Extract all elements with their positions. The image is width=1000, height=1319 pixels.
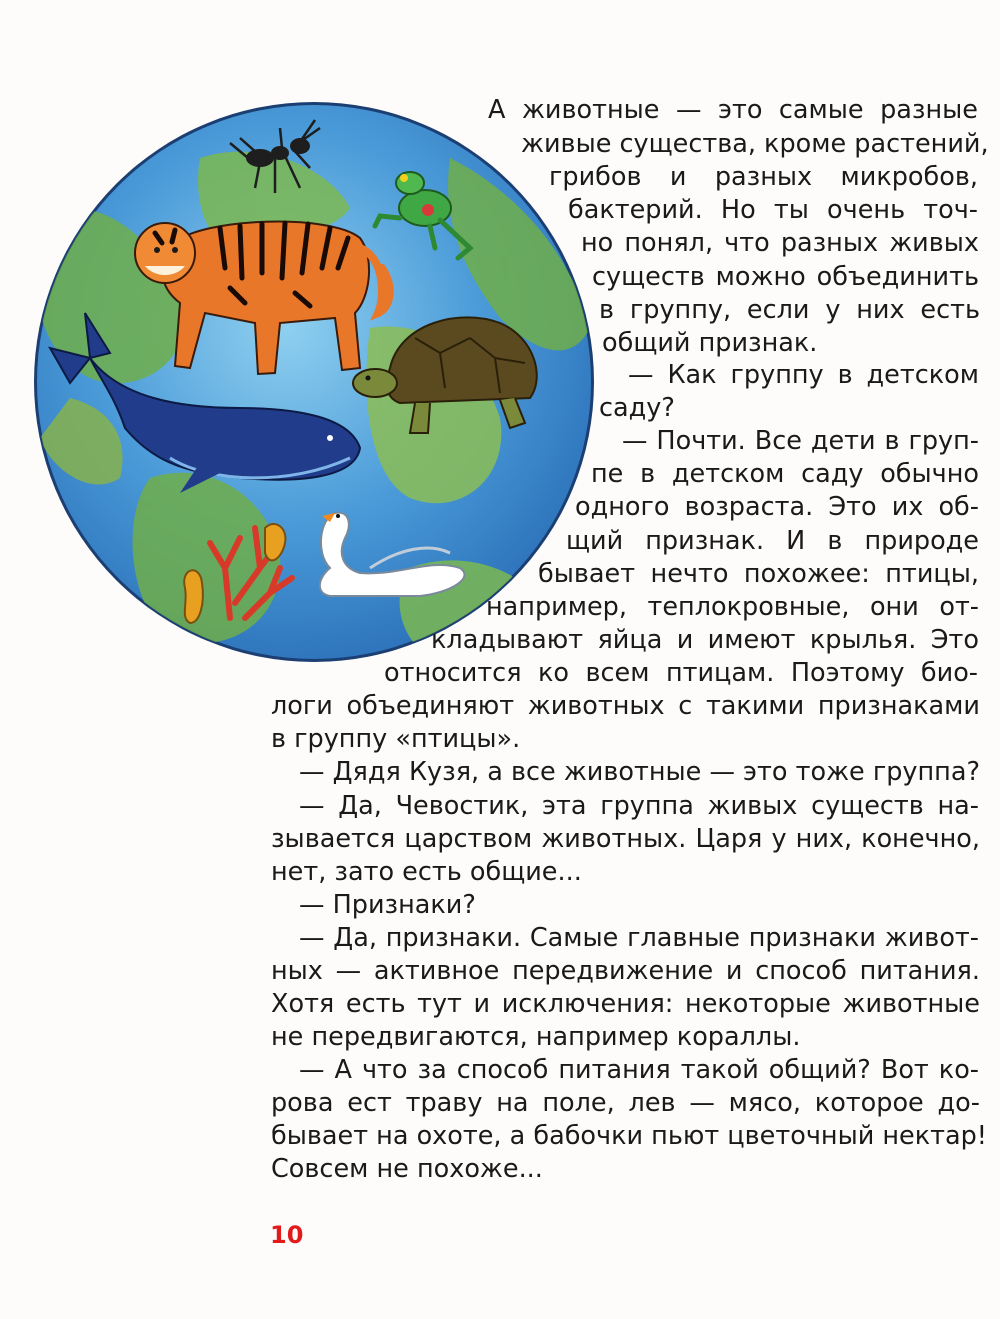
text-line: нет, зато есть общие... [271,857,582,887]
text-line: Совсем не похоже... [271,1154,543,1184]
text-line: живые существа, кроме растений, [521,129,989,159]
text-line: бывает нечто похожее: птицы, [538,559,979,589]
text-line: бывает на охоте, а бабочки пьют цветочный нектар! [271,1121,988,1151]
text-line: в группу «птицы». [271,724,521,754]
text-line: — Как группу в детском [628,360,979,390]
text-line: не передвигаются, например кораллы. [271,1022,801,1052]
text-line: ных — активное передвижение и способ питания. [271,956,980,986]
text-line: — Дядя Кузя, а все животные — это тоже группа? [299,757,981,787]
text-line: например, теплокровные, они от- [486,592,979,622]
text-line: — Да, Чевостик, эта группа живых существ на- [299,791,979,821]
text-line: бактерий. Но ты очень точ- [568,195,978,225]
text-line: — Признаки? [299,890,476,920]
text-line: общий признак. [602,328,818,358]
text-line: пе в детском саду обычно [591,459,979,489]
text-line: — А что за способ питания такой общий? Вот ко- [299,1055,979,1085]
text-line: но понял, что разных живых [581,228,979,258]
text-line: щий признак. И в природе [566,526,979,556]
text-line: Хотя есть тут и исключения: некоторые животные [271,989,980,1019]
text-line: — Да, признаки. Самые главные признаки живот- [299,923,979,953]
text-line: одного возраста. Это их об- [575,492,979,522]
text-line: относится ко всем птицам. Поэтому био- [384,658,978,688]
text-line: рова ест траву на поле, лев — мясо, которое до- [271,1088,980,1118]
text-line: саду? [599,393,675,423]
text-line: существ можно объединить [592,262,979,292]
text-line: кладывают яйца и имеют крылья. Это [431,625,979,655]
text-line: зывается царством животных. Царя у них, конечно, [271,824,980,854]
text-line: грибов и разных микробов, [549,162,978,192]
page-number: 10 [270,1221,304,1249]
text-line: логи объединяют животных с такими признаками [271,691,980,721]
text-line: — Почти. Все дети в груп- [622,426,979,456]
text-line: в группу, если у них есть [599,295,980,325]
text-line: А животные — это самые разные [488,95,978,125]
animals-globe-illustration [30,98,598,666]
